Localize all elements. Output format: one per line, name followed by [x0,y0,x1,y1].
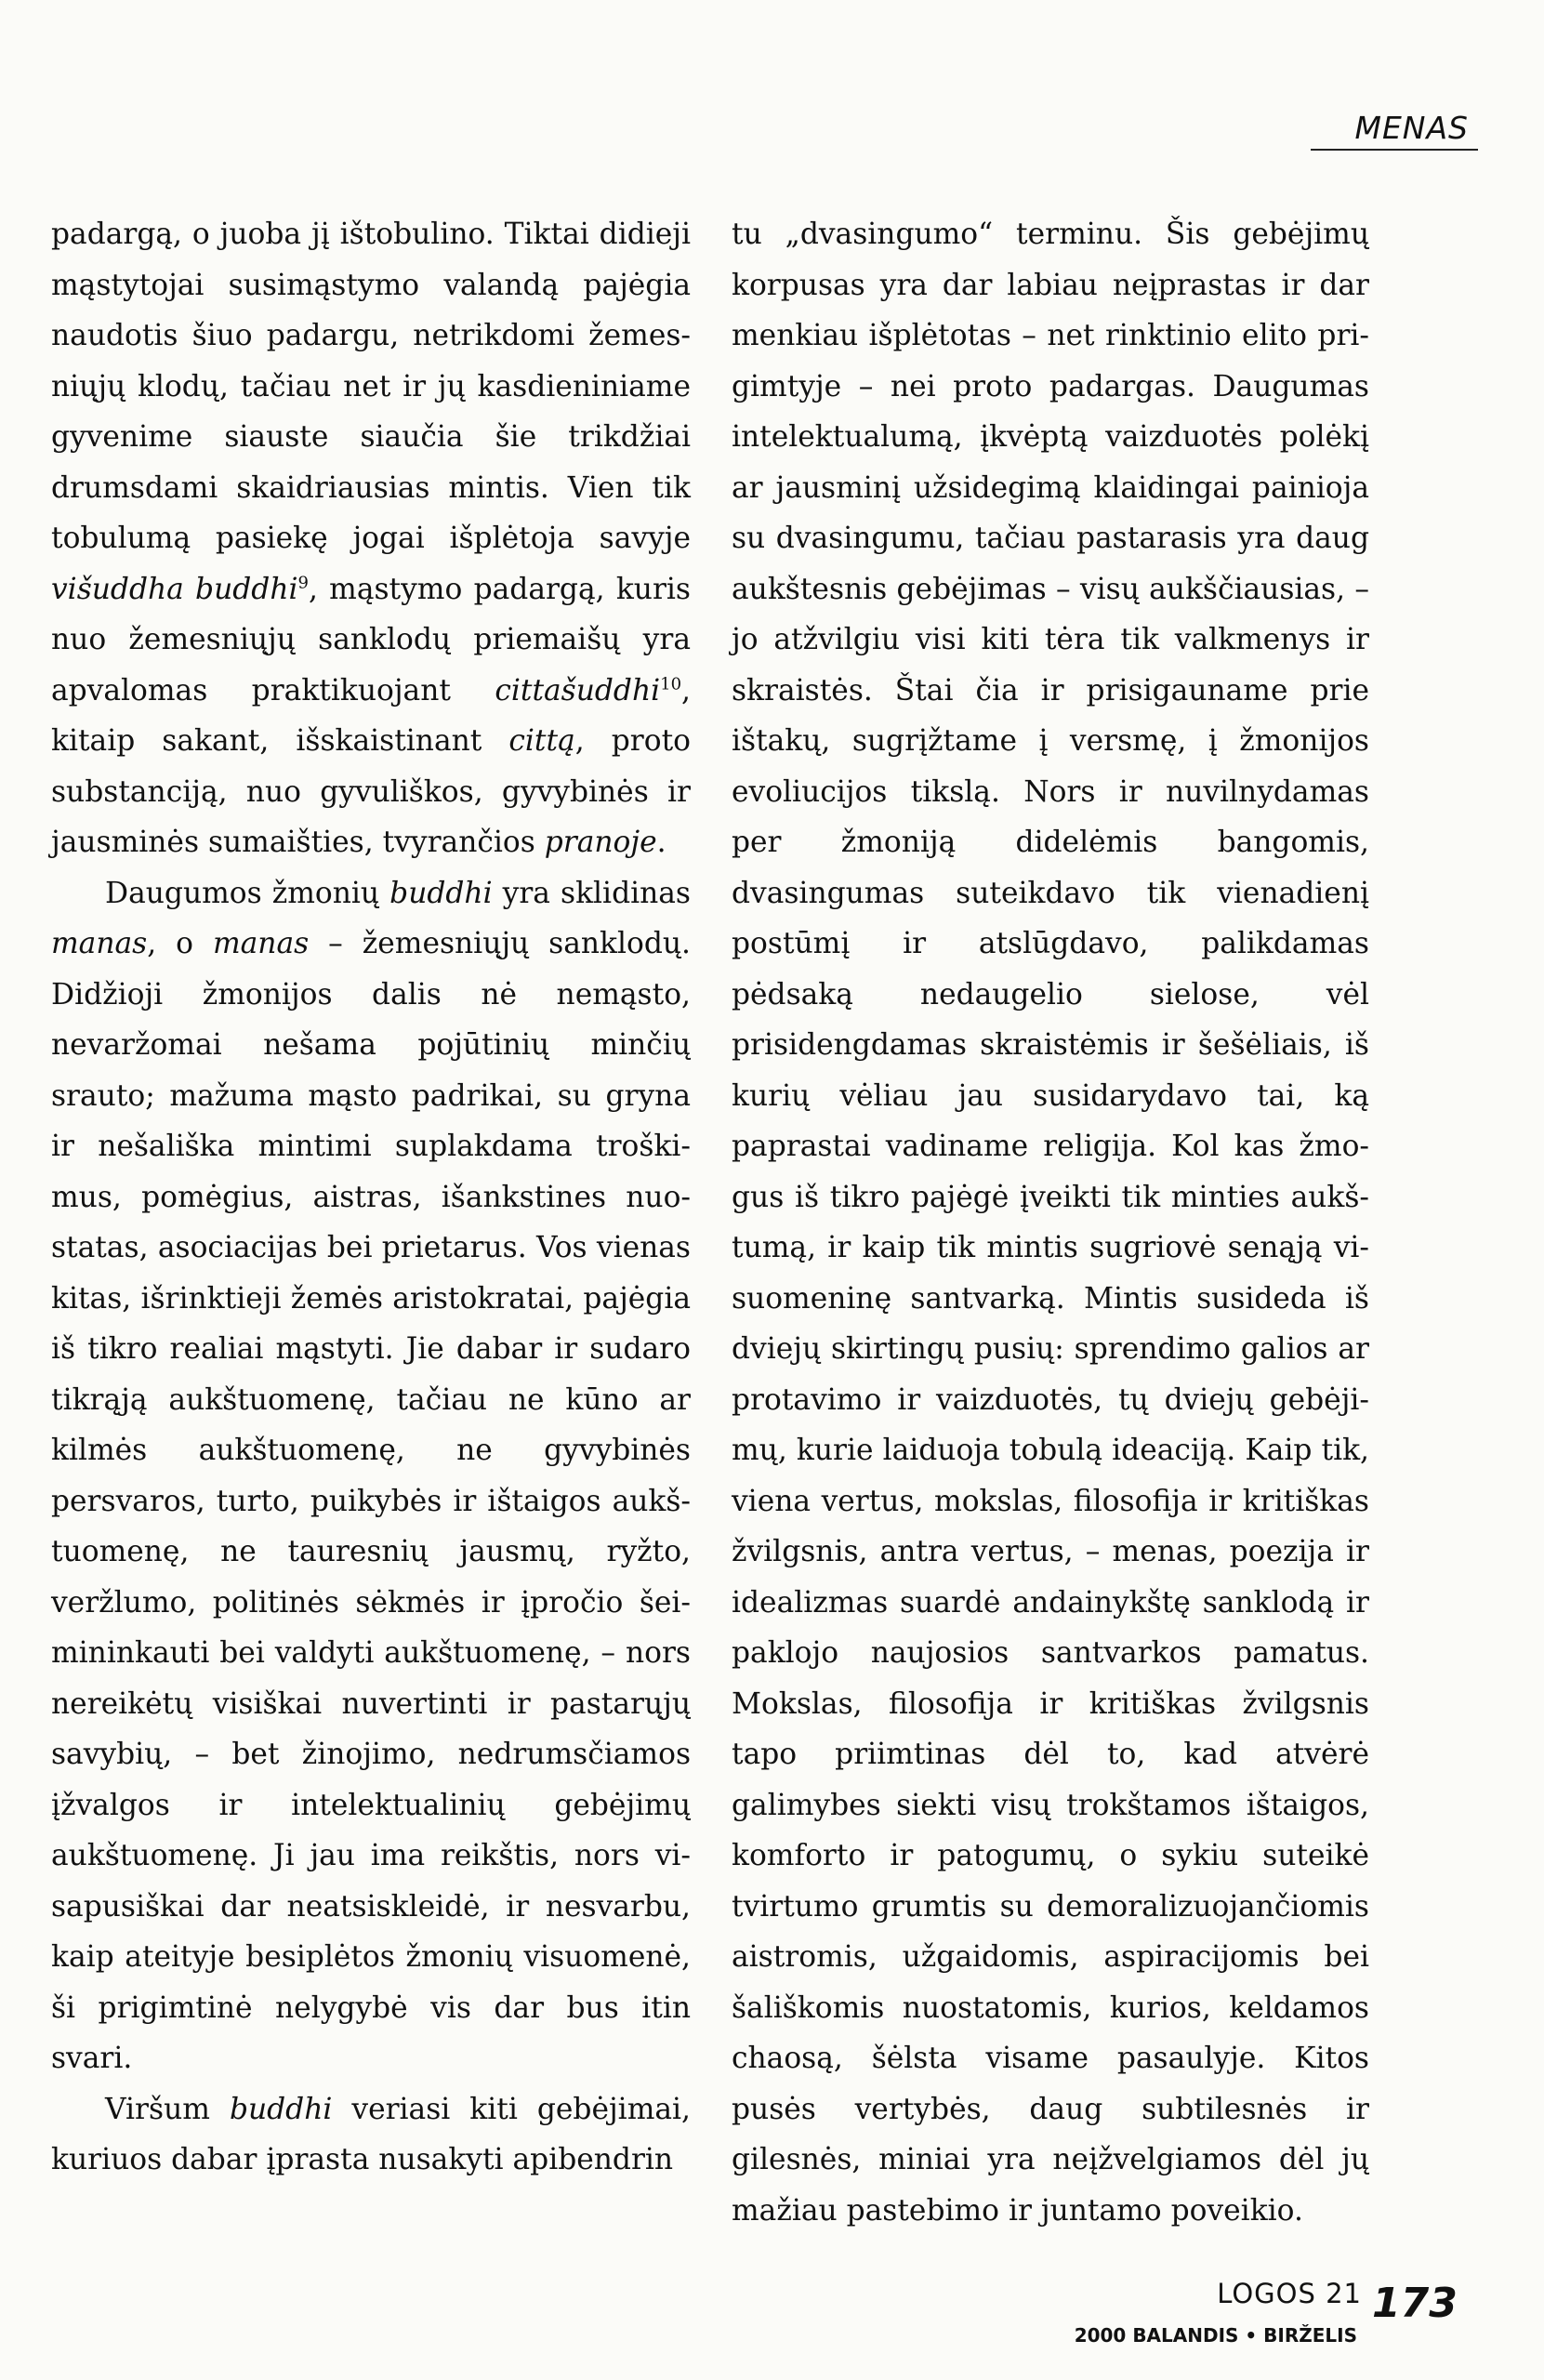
text-run: , mąstymo padargą, kuris nuo žemesniųjų sanklodų priemaišų yra apvalomas praktikuojant [51,572,691,707]
text-run: padargą, o juoba jį ištobulino. Tiktai didieji mąstytojai susimąstymo valandą pajėgia naudotis šiuo padargu, netrikdomi žemesniųjų klodų, tačiau net ir jų kasdieniniame gyvenime siauste siaučia šie trikdžiai drumsdami skaidriausias mintis. Vien tik tobulumą pasiekę jogai išplėtoja savyje [51,218,691,555]
italic-term: višuddha buddhi [51,572,298,606]
text-run: veriasi kiti gebėjimai, kuriuos dabar įprasta nusakyti apibendrin [51,2092,691,2176]
paragraph-3 [51,2084,691,2186]
text-run: , o [147,927,213,960]
right-column [732,209,1369,2236]
paragraph-4: tu „dvasingumo“ terminu. Šis gebėjimų korpusas yra dar labiau neįprastas ir dar menkiau išplėtotas – net rinktinio elito prigimtyje – nei proto padargas. Daugumas intelektualumą, įkvėptą vaizduotės polėkį ar jausminį užsidegimą klaidingai painioja su dvasingumu, tačiau pastarasis yra daug aukštesnis gebėjimas – visų aukščiausias, – jo atžvilgiu visi kiti tėra tik valkmenys ir skraistės. Štai čia ir prisigauname prie ištakų, sugrįžtame į versmę, į žmonijos evoliucijos tikslą. Nors ir nuvilnydamas per žmoniją didelėmis bangomis, dvasingumas suteikdavo tik vienadienį postūmį ir atslūgdavo, palikdamas pėdsaką nedaugelio sielose, vėl prisidengdamas skraistėmis ir šešėliais, iš kurių vėliau jau susidarydavo tai, ką paprastai vadiname religija. Kol kas žmogus iš tikro pajėgė įveikti tik minties aukštumą, ir kaip tik mintis sugriovė senąją visuomeninę santvarką. Mintis susideda iš dviejų skirtingų pusių: sprendimo galios ar protavimo ir vaizduotės, tų dviejų gebėjimų, kurie laiduoja tobulą ideaciją. Kaip tik, viena vertus, mokslas, filosofija ir kritiškas žvilgsnis, antra vertus, – menas, poezija ir idealizmas suardė andainykštę sanklodą ir paklojo naujosios santvarkos pamatus. Mokslas, filosofija ir kritiškas žvilgsnis tapo priimtinas dėl to, kad atvėrė galimybes siekti visų trokštamos ištaigos, komforto ir patogumų, o sykiu suteikė tvirtumo grumtis su demoralizuojančiomis aistromis, užgaidomis, aspiracijomis bei šališkomis nuostatomis, kurios, keldamos chaosą, šėlsta visame pasaulyje. Kitos pusės vertybės, daug subtilesnės ir gilesnės, miniai yra neįžvelgiamos dėl jų mažiau pastebimo ir juntamo poveikio. [732,218,1369,2228]
text-run: Daugumos žmonių [105,876,390,910]
text-run: yra sklidinas [492,876,691,910]
issue-date: 2000 BALANDIS • BIRŽELIS [1074,2324,1357,2347]
text-run: Viršum [105,2092,230,2126]
footnote-marker: 9 [297,573,309,593]
paragraph-1 [51,209,691,868]
text-run: . [656,826,666,859]
section-header: MENAS [1354,110,1469,146]
text-run: , proto substanciją, nuo gyvuliškos, gyvybinės ir jausminės sumaišties, tvyrančios [51,724,692,859]
text-run: , kitaip sakant, išskaistinant [51,673,691,758]
text-run: – žemesniųjų sanklodų. Didžioji žmonijos dalis nė nemąsto, nevaržomai nešama pojūtinių minčių srauto; mažuma mąsto padrikai, su gryna ir nešališka mintimi suplakdama troškimus, pomėgius, aistras, išankstines nuostatas, asociacijas bei prietarus. Vos vienas kitas, išrinktieji žemės aristokratai, pajėgia iš tikro realiai mąstyti. Jie dabar ir sudaro tikrąją aukštuomenę, tačiau ne kūno ar kilmės aukštuomenę, ne gyvybinės persvaros, turto, puikybės ir ištaigos aukštuomenę, ne tauresnių jausmų, ryžto, veržlumo, politinės sėkmės ir įpročio šeimininkauti bei valdyti aukštuomenę, – nors nereikėtų visiškai nuvertinti ir pastarųjų savybių, – bet žinojimo, nedrumsčiamos įžvalgos ir intelektualinių gebėjimų aukštuomenę. Ji jau ima reikštis, nors visapusiškai dar neatsiskleidė, ir nesvarbu, kaip ateityje besiplėtos žmonių visuomenė, ši prigimtinė nelygybė vis dar bus itin svari. [51,927,692,2075]
italic-term: pranoje [544,826,657,859]
left-column [51,209,691,2186]
italic-term: cittašuddhi [495,673,661,707]
italic-term: manas [212,927,310,960]
italic-term: manas [51,927,148,960]
italic-term: cittą [508,724,575,758]
page-number: 173 [1372,2280,1458,2327]
header-rule [1311,149,1478,151]
italic-term: buddhi [229,2092,333,2126]
journal-name: LOGOS 21 [1217,2278,1362,2309]
footnote-marker: 10 [660,674,682,694]
paragraph-2 [51,868,691,2084]
italic-term: buddhi [389,876,493,910]
